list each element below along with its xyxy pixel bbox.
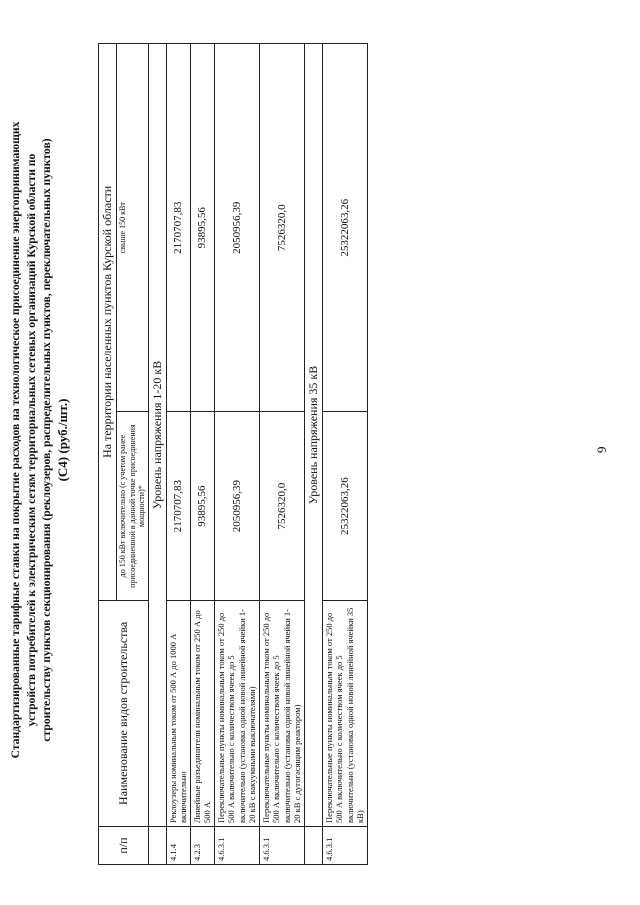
title-line-2: устройств потребителей к электрическим сетям территориальных сетевых организаций Курской области по [24, 153, 38, 727]
value-over-150: 2170707,83 [166, 44, 190, 412]
row-number: 4.6.3.1 [214, 826, 259, 864]
page-number: 9 [594, 446, 609, 453]
rates-table [98, 43, 368, 865]
row-name: Переключательные пункты номинальным током от 250 до 500 А включительно с количеством ячеек до 5 включительно (установка одной новой линейной ячейки 35 кВ) [322, 600, 367, 826]
value-upto-150: 2170707,83 [166, 412, 190, 600]
document-title [8, 60, 70, 820]
level-heading-1-20kv: Уровень напряжения 1-20 кВ [148, 44, 166, 827]
row-number: 4.2.3 [190, 826, 214, 864]
header-over-150: свыше 150 кВт [117, 44, 149, 412]
title-line-3: строительству пунктов секционирования (реклоузеров, распределительных пунктов, переключательных пунктов) [40, 138, 53, 742]
row-name: Линейные разъединители номинальным током от 250 А до 500 А [190, 600, 214, 826]
value-over-150: 25322063,26 [322, 44, 367, 412]
table-row [322, 44, 367, 865]
header-num: п/п [99, 826, 149, 864]
header-territory: На территории населенных пунктов Курской области [99, 44, 117, 601]
value-over-150: 2050956,39 [214, 44, 259, 412]
header-upto-150: до 150 кВт включительно (с учетом ранее присоединенной в данной точке присоединения мощности)* [117, 412, 149, 600]
value-upto-150: 7526320,0 [259, 412, 304, 600]
value-upto-150: 25322063,26 [322, 412, 367, 600]
value-upto-150: 93895,56 [190, 412, 214, 600]
row-name: Переключательные пункты номинальным током от 250 до 500 А включительно с количеством ячеек до 5 включительно (установка одной новой линейной ячейки 1-20 кВ с дугогасящим реактором) [259, 600, 304, 826]
value-upto-150: 2050956,39 [214, 412, 259, 600]
table-row [214, 44, 259, 865]
table-row [190, 44, 214, 865]
title-line-1: Стандартизированные тарифные ставки на покрытие расходов на технологическое присоединение энергопринимающих [9, 121, 22, 759]
value-over-150: 7526320,0 [259, 44, 304, 412]
level-row [304, 44, 322, 865]
level-row [148, 44, 166, 865]
table-row [259, 44, 304, 865]
header-name: Наименование видов строительства [99, 600, 149, 826]
row-number: 4.1.4 [166, 826, 190, 864]
table-row [166, 44, 190, 865]
level-heading-35kv: Уровень напряжения 35 кВ [304, 44, 322, 827]
value-over-150: 93895,56 [190, 44, 214, 412]
row-name: Реклоузеры номинальным током от 500 А до 1000 А включительно [166, 600, 190, 826]
title-unit: (С4) (руб./шт.) [54, 398, 70, 482]
row-number: 4.6.3.1 [259, 826, 304, 864]
table-header-row [99, 44, 117, 865]
row-number: 4.6.3.1 [322, 826, 367, 864]
row-name: Переключательные пункты номинальным током от 250 до 500 А включительно с количеством ячеек до 5 включительно (установка одной новой линейной ячейки 1-20 кВ с вакуумными выключателями) [214, 600, 259, 826]
